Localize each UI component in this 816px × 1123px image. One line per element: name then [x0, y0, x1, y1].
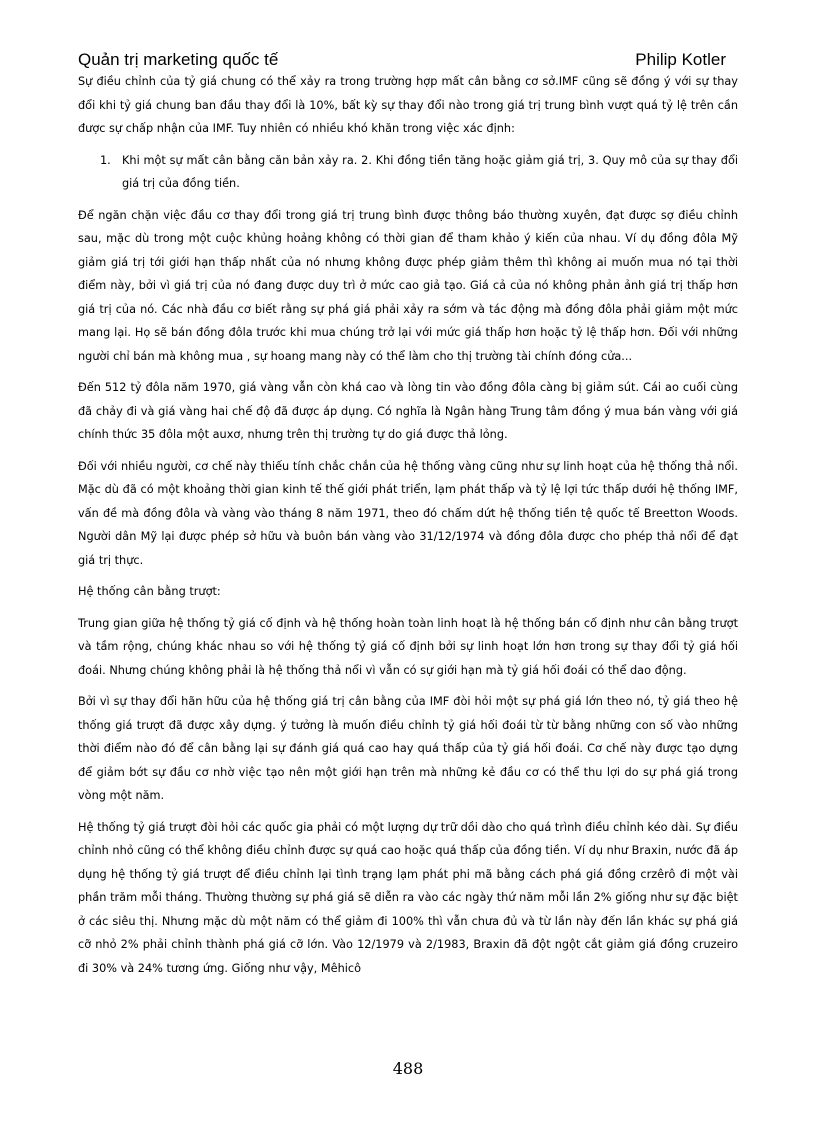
- paragraph: Đến 512 tỷ đôla năm 1970, giá vàng vẫn còn khá cao và lòng tin vào đồng đôla càng bị giảm sút. Cái ao cuối cùng đã chảy đi và giá vàng hai chế độ đã được áp dụng. Có nghĩa là Ngân hàng Trung tâm đồng ý mua bán vàng với giá chính thức 35 đôla một auxơ, nhưng trên thị trường tự do giá được thả lỏng.: [78, 381, 738, 441]
- paragraph: Đối với nhiều người, cơ chế này thiếu tính chắc chắn của hệ thống vàng cũng như sự linh hoạt của hệ thống thả nổi. Mặc dù đã có một khoảng thời gian kinh tế thế giới phát triển, lạm phát thấp và tỷ lệ lợi tức thấp dưới hệ thống IMF, vấn đề mà đồng đôla và vàng vào tháng 8 năm 1971, theo đó chấm dứt hệ thống tiền tệ quốc tế Breetton Woods. Người dân Mỹ lại được phép sở hữu và buôn bán vàng vào 31/12/1974 và đồng đôla được cho phép thả nổi để đạt giá trị thực.: [78, 459, 738, 567]
- list-item-number: 1.: [100, 153, 111, 167]
- paragraph: Trung gian giữa hệ thống tỷ giá cố định và hệ thống hoàn toàn linh hoạt là hệ thống bán cố định như cân bằng trượt và tầm rộng, chúng khác nhau so với hệ thống tỷ giá cố định bởi sự linh hoạt lớn hơn trong sự thay đổi tỷ giá hối đoái. Nhưng chúng không phải là hệ thống thả nổi vì vẫn có sự giới hạn mà tỷ giá hối đoái có thể dao động.: [78, 616, 738, 677]
- paragraph: Sự điều chỉnh của tỷ giá chung có thể xảy ra trong trường hợp mất cân bằng cơ sở.IMF cũng sẽ đồng ý với sự thay đổi khi tỷ giá chung ban đầu thay đổi là 10%, bất kỳ sự thay đổi nào trong giá trị trung bình vượt quá tỷ lệ trên cần được sự chấp nhận của IMF. Tuy nhiên có nhiều khó khăn trong việc xác định:: [78, 75, 738, 135]
- header-title: Quản trị marketing quốc tế: [78, 50, 279, 69]
- paragraph: Hệ thống tỷ giá trượt đòi hỏi các quốc gia phải có một lượng dự trữ dồi dào cho quá trình điều chỉnh kéo dài. Sự điều chỉnh nhỏ cũng có thể không điều chỉnh được sự quá cao hoặc quá thấp của đồng tiền. Ví dụ như Braxin, nước đã áp dụng hệ thống tỷ giá trượt để điều chỉnh lại tình trạng lạm phát phi mã bằng cách phá giá đồng crzêrô đi một vài phần trăm mỗi tháng. Thường thường sự phá giá sẽ diễn ra vào các ngày thứ năm mỗi lần 2% giống như sự đặc biệt ở các siêu thị. Nhưng mặc dù một năm có thể giảm đi 100% thì vẫn chưa đủ và từ lần này đến lần khác sự phá giá cỡ nhỏ 2% phải chỉnh thành phá giá cỡ lớn. Vào 12/1979 và 2/1983, Braxin đã đột ngột cắt giảm giá đồng cruzeiro đi 30% và 24% tương ứng. Giống như vậy, Mêhicô: [78, 820, 738, 975]
- body-text: [78, 70, 738, 988]
- page-number: 488: [392, 1059, 424, 1078]
- page-header: [78, 50, 738, 70]
- list-item-text: Khi một sự mất cân bằng căn bản xảy ra. 2. Khi đồng tiền tăng hoặc giảm giá trị, 3. Quy mô của sự thay đổi giá trị của đồng tiền.: [122, 153, 738, 190]
- section-heading: Hệ thống cân bằng trượt:: [78, 585, 221, 598]
- paragraph: Bởi vì sự thay đổi hãn hữu của hệ thống giá trị cân bằng của IMF đòi hỏi một sự phá giá lớn theo nó, tỷ giá theo hệ thống giá trượt đã được xây dựng. ý tưởng là muốn điều chỉnh tỷ giá hối đoái từ từ bằng những con số vào những thời điểm nào đó để cân bằng lại sự đánh giá quá cao hay quá thấp của tỷ giá hối đoái. Cơ chế này được tạo dựng để giảm bớt sự đầu cơ nhờ việc tạo nên một giới hạn trên mà những kẻ đầu cơ có thể thu lợi do sự phá giá trong vòng một năm.: [78, 695, 738, 802]
- header-author: Philip Kotler: [635, 50, 726, 69]
- paragraph: Để ngăn chặn việc đầu cơ thay đổi trong giá trị trung bình được thông báo thường xuyên, đạt được sợ điều chỉnh sau, mặc dù trong một cuộc khủng hoảng không có thời gian để tham khảo ý kiến của nhau. Ví dụ đồng đôla Mỹ giảm giá trị tới giới hạn thấp nhất của nó nhưng không được phép giảm thêm thì không ai muốn mua nó tại thời điểm này, bởi vì giá trị của nó đang được duy trì ở mức cao giả tạo. Giá cả của nó không phản ảnh giá trị thấp hơn giá trị của nó. Các nhà đầu cơ biết rằng sự phá giá phải xảy ra sớm và tác động mà đồng đôla phải giảm một mức mang lại. Họ sẽ bán đồng đôla trước khi mua chúng trở lại với mức giá thấp hơn hoặc tỷ lệ thấp hơn. Đối với những người chỉ bán mà không mua , sự hoang mang này có thể làm cho thị trường tài chính đóng cửa...: [78, 208, 738, 363]
- numbered-list: [78, 149, 738, 196]
- list-item: [100, 149, 738, 196]
